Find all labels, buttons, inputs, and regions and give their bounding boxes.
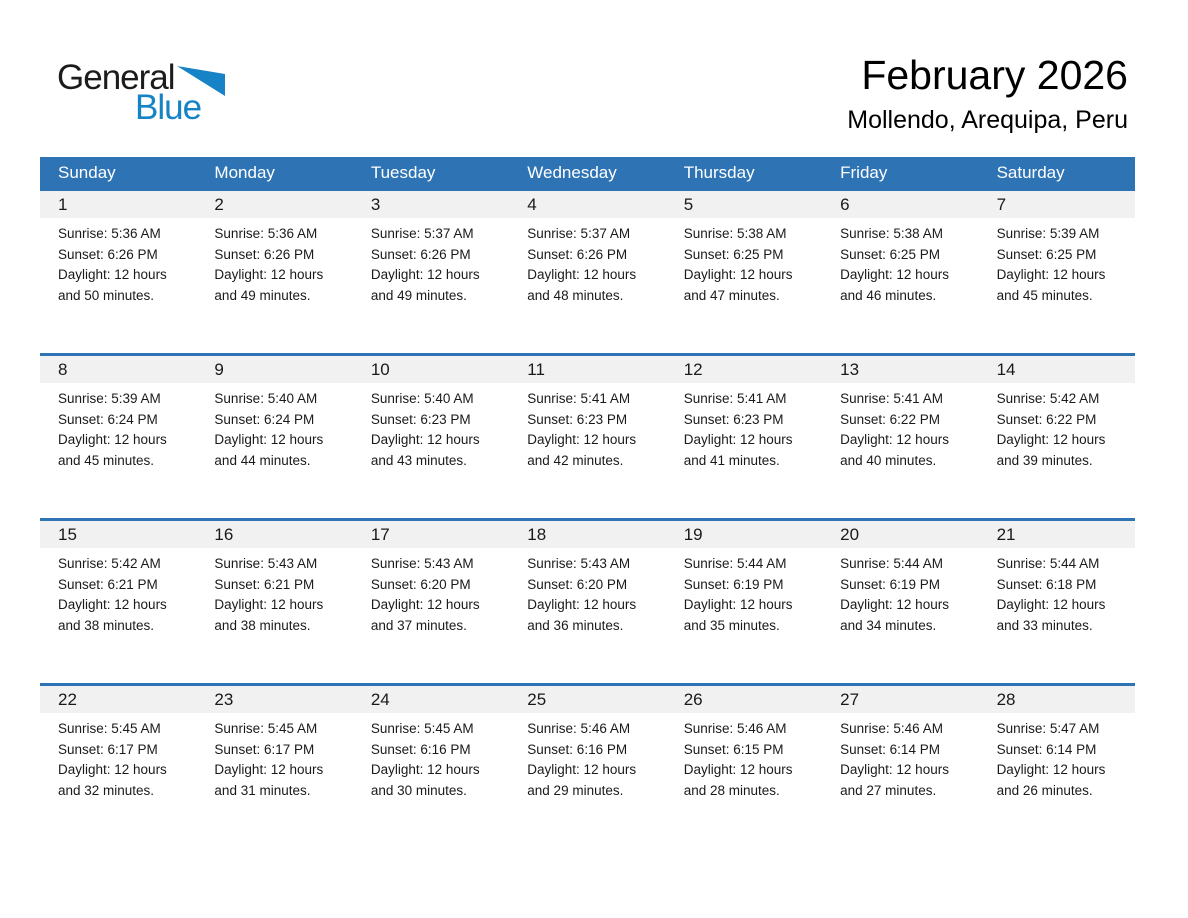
day-number: 7	[979, 191, 1135, 218]
daylight-text: Daylight: 12 hours and 45 minutes.	[996, 267, 1106, 303]
day-details	[979, 548, 1135, 636]
sunset-text: Sunset: 6:23 PM	[527, 411, 628, 427]
day-details	[822, 548, 978, 636]
sunrise-text: Sunrise: 5:40 AM	[370, 391, 474, 406]
sunset-text: Sunset: 6:20 PM	[527, 576, 628, 592]
day-details	[979, 383, 1135, 471]
day-details	[509, 383, 665, 471]
day-details	[822, 713, 978, 801]
day-number: 24	[353, 686, 509, 713]
daylight-text: Daylight: 12 hours and 32 minutes.	[58, 762, 167, 798]
day-details	[822, 218, 978, 306]
logo-text-blue: Blue	[135, 88, 202, 127]
calendar-cell-day-26	[666, 686, 822, 848]
daylight-text: Daylight: 12 hours and 36 minutes.	[527, 597, 637, 633]
sunset-text: Sunset: 6:25 PM	[996, 246, 1097, 262]
sunrise-text: Sunrise: 5:46 AM	[527, 721, 631, 736]
sunset-text: Sunset: 6:21 PM	[214, 576, 315, 592]
day-details	[196, 713, 352, 801]
day-number: 3	[353, 191, 509, 218]
daylight-text: Daylight: 12 hours and 39 minutes.	[996, 432, 1106, 468]
sunset-text: Sunset: 6:26 PM	[527, 246, 628, 262]
weekday-header-sunday: Sunday	[58, 162, 116, 182]
daylight-text: Daylight: 12 hours and 33 minutes.	[996, 597, 1106, 633]
day-number: 28	[979, 686, 1135, 713]
sunset-text: Sunset: 6:26 PM	[214, 246, 315, 262]
daylight-text: Daylight: 12 hours and 44 minutes.	[214, 432, 324, 468]
sunrise-text: Sunrise: 5:43 AM	[527, 556, 631, 571]
sunrise-text: Sunrise: 5:46 AM	[840, 721, 943, 736]
sunrise-text: Sunrise: 5:37 AM	[527, 226, 631, 241]
weekday-header-row	[40, 157, 1135, 188]
sunset-text: Sunset: 6:15 PM	[683, 741, 784, 757]
calendar-cell-day-15	[40, 521, 196, 683]
sunset-text: Sunset: 6:14 PM	[996, 741, 1097, 757]
day-number: 23	[196, 686, 352, 713]
logo-text-general: General	[57, 58, 175, 97]
calendar-cell-day-16	[196, 521, 352, 683]
day-number: 6	[822, 191, 978, 218]
sunset-text: Sunset: 6:16 PM	[527, 741, 628, 757]
calendar-cell-day-21	[979, 521, 1135, 683]
sunset-text: Sunset: 6:18 PM	[996, 576, 1097, 592]
day-number: 25	[509, 686, 665, 713]
day-number: 12	[666, 356, 822, 383]
daylight-text: Daylight: 12 hours and 47 minutes.	[683, 267, 793, 303]
daylight-text: Daylight: 12 hours and 50 minutes.	[58, 267, 167, 303]
sunset-text: Sunset: 6:16 PM	[370, 741, 471, 757]
daylight-text: Daylight: 12 hours and 41 minutes.	[683, 432, 793, 468]
calendar-cell-day-5	[666, 191, 822, 353]
sunrise-text: Sunrise: 5:42 AM	[996, 391, 1100, 406]
day-details	[196, 383, 352, 471]
day-number: 20	[822, 521, 978, 548]
daylight-text: Daylight: 12 hours and 37 minutes.	[370, 597, 480, 633]
sunrise-text: Sunrise: 5:47 AM	[996, 721, 1100, 736]
calendar-cell-day-8	[40, 356, 196, 518]
calendar-cell-day-9	[196, 356, 352, 518]
general-blue-logo	[57, 60, 225, 125]
day-details	[822, 383, 978, 471]
sunset-text: Sunset: 6:14 PM	[840, 741, 940, 757]
weekday-header-monday: Monday	[214, 162, 275, 182]
day-number: 13	[822, 356, 978, 383]
sunrise-text: Sunrise: 5:41 AM	[527, 391, 631, 406]
sunset-text: Sunset: 6:20 PM	[370, 576, 471, 592]
sunrise-text: Sunrise: 5:38 AM	[683, 226, 787, 241]
calendar-cell-day-12	[666, 356, 822, 518]
day-details	[353, 548, 509, 636]
daylight-text: Daylight: 12 hours and 48 minutes.	[527, 267, 637, 303]
day-number: 9	[196, 356, 352, 383]
header-titles	[847, 52, 1128, 135]
sunrise-text: Sunrise: 5:42 AM	[58, 556, 161, 571]
day-details	[353, 713, 509, 801]
day-number: 5	[666, 191, 822, 218]
daylight-text: Daylight: 12 hours and 26 minutes.	[996, 762, 1106, 798]
day-details	[666, 548, 822, 636]
sunrise-text: Sunrise: 5:36 AM	[58, 226, 161, 241]
sunrise-text: Sunrise: 5:39 AM	[996, 226, 1100, 241]
weekday-header-friday: Friday	[840, 162, 888, 182]
daylight-text: Daylight: 12 hours and 34 minutes.	[840, 597, 949, 633]
sunrise-text: Sunrise: 5:43 AM	[370, 556, 474, 571]
day-details	[353, 383, 509, 471]
weekday-header-saturday: Saturday	[996, 162, 1065, 182]
calendar-cell-day-4	[509, 191, 665, 353]
sunset-text: Sunset: 6:22 PM	[840, 411, 940, 427]
daylight-text: Daylight: 12 hours and 29 minutes.	[527, 762, 637, 798]
calendar-cell-day-13	[822, 356, 978, 518]
sunrise-text: Sunrise: 5:46 AM	[683, 721, 787, 736]
sunrise-text: Sunrise: 5:45 AM	[214, 721, 318, 736]
daylight-text: Daylight: 12 hours and 35 minutes.	[683, 597, 793, 633]
daylight-text: Daylight: 12 hours and 46 minutes.	[840, 267, 949, 303]
page-title: February 2026	[861, 52, 1128, 98]
day-number: 14	[979, 356, 1135, 383]
sunset-text: Sunset: 6:17 PM	[214, 741, 315, 757]
day-number: 21	[979, 521, 1135, 548]
calendar-cell-day-23	[196, 686, 352, 848]
sunrise-text: Sunrise: 5:41 AM	[683, 391, 787, 406]
day-details	[509, 713, 665, 801]
day-number: 2	[196, 191, 352, 218]
day-details	[979, 713, 1135, 801]
calendar-table	[40, 157, 1135, 848]
sunset-text: Sunset: 6:24 PM	[214, 411, 315, 427]
calendar-cell-day-1	[40, 191, 196, 353]
sunset-text: Sunset: 6:17 PM	[58, 741, 158, 757]
day-details	[979, 218, 1135, 306]
daylight-text: Daylight: 12 hours and 42 minutes.	[527, 432, 637, 468]
day-number: 8	[40, 356, 196, 383]
day-number: 17	[353, 521, 509, 548]
day-details	[40, 548, 196, 636]
daylight-text: Daylight: 12 hours and 43 minutes.	[370, 432, 480, 468]
sunrise-text: Sunrise: 5:43 AM	[214, 556, 318, 571]
calendar-cell-day-22	[40, 686, 196, 848]
day-details	[509, 218, 665, 306]
sunset-text: Sunset: 6:19 PM	[840, 576, 940, 592]
sunrise-text: Sunrise: 5:41 AM	[840, 391, 943, 406]
page-subtitle: Mollendo, Arequipa, Peru	[847, 106, 1128, 135]
calendar-cell-day-3	[353, 191, 509, 353]
day-details	[666, 713, 822, 801]
calendar-cell-day-19	[666, 521, 822, 683]
day-number: 10	[353, 356, 509, 383]
sunrise-text: Sunrise: 5:37 AM	[370, 226, 474, 241]
day-number: 26	[666, 686, 822, 713]
day-number: 1	[40, 191, 196, 218]
daylight-text: Daylight: 12 hours and 40 minutes.	[840, 432, 949, 468]
calendar-cell-day-18	[509, 521, 665, 683]
sunrise-text: Sunrise: 5:40 AM	[214, 391, 318, 406]
calendar-cell-day-27	[822, 686, 978, 848]
day-details	[196, 218, 352, 306]
day-details	[353, 218, 509, 306]
calendar-cell-day-28	[979, 686, 1135, 848]
week-row-4	[40, 683, 1135, 848]
daylight-text: Daylight: 12 hours and 27 minutes.	[840, 762, 949, 798]
daylight-text: Daylight: 12 hours and 45 minutes.	[58, 432, 167, 468]
weekday-header-wednesday: Wednesday	[527, 162, 617, 182]
sunset-text: Sunset: 6:25 PM	[683, 246, 784, 262]
calendar-cell-day-25	[509, 686, 665, 848]
calendar-cell-day-10	[353, 356, 509, 518]
day-number: 4	[509, 191, 665, 218]
calendar-cell-day-6	[822, 191, 978, 353]
sunrise-text: Sunrise: 5:45 AM	[58, 721, 161, 736]
day-details	[196, 548, 352, 636]
day-number: 22	[40, 686, 196, 713]
sunrise-text: Sunrise: 5:38 AM	[840, 226, 943, 241]
calendar-cell-day-11	[509, 356, 665, 518]
calendar-cell-day-20	[822, 521, 978, 683]
day-details	[40, 383, 196, 471]
sunrise-text: Sunrise: 5:45 AM	[370, 721, 474, 736]
sunrise-text: Sunrise: 5:44 AM	[683, 556, 787, 571]
daylight-text: Daylight: 12 hours and 38 minutes.	[58, 597, 167, 633]
sunset-text: Sunset: 6:23 PM	[370, 411, 471, 427]
weekday-header-tuesday: Tuesday	[370, 162, 436, 182]
day-number: 15	[40, 521, 196, 548]
day-number: 11	[509, 356, 665, 383]
sunset-text: Sunset: 6:19 PM	[683, 576, 784, 592]
daylight-text: Daylight: 12 hours and 28 minutes.	[683, 762, 793, 798]
day-number: 19	[666, 521, 822, 548]
sunset-text: Sunset: 6:24 PM	[58, 411, 158, 427]
calendar-cell-day-2	[196, 191, 352, 353]
weekday-header-thursday: Thursday	[683, 162, 755, 182]
day-details	[40, 218, 196, 306]
sunset-text: Sunset: 6:25 PM	[840, 246, 940, 262]
day-details	[509, 548, 665, 636]
daylight-text: Daylight: 12 hours and 38 minutes.	[214, 597, 324, 633]
day-number: 27	[822, 686, 978, 713]
calendar-cell-day-7	[979, 191, 1135, 353]
sunrise-text: Sunrise: 5:44 AM	[996, 556, 1100, 571]
sunset-text: Sunset: 6:26 PM	[370, 246, 471, 262]
sunset-text: Sunset: 6:23 PM	[683, 411, 784, 427]
sunrise-text: Sunrise: 5:39 AM	[58, 391, 161, 406]
daylight-text: Daylight: 12 hours and 30 minutes.	[370, 762, 480, 798]
week-row-2	[40, 353, 1135, 518]
week-row-1	[40, 188, 1135, 353]
day-number: 16	[196, 521, 352, 548]
calendar-cell-day-17	[353, 521, 509, 683]
sunrise-text: Sunrise: 5:44 AM	[840, 556, 943, 571]
calendar-cell-day-24	[353, 686, 509, 848]
day-details	[666, 383, 822, 471]
daylight-text: Daylight: 12 hours and 49 minutes.	[370, 267, 480, 303]
day-details	[666, 218, 822, 306]
week-row-3	[40, 518, 1135, 683]
sunset-text: Sunset: 6:22 PM	[996, 411, 1097, 427]
day-number: 18	[509, 521, 665, 548]
sunset-text: Sunset: 6:21 PM	[58, 576, 158, 592]
sunrise-text: Sunrise: 5:36 AM	[214, 226, 318, 241]
day-details	[40, 713, 196, 801]
daylight-text: Daylight: 12 hours and 31 minutes.	[214, 762, 324, 798]
daylight-text: Daylight: 12 hours and 49 minutes.	[214, 267, 324, 303]
sunset-text: Sunset: 6:26 PM	[58, 246, 158, 262]
calendar-cell-day-14	[979, 356, 1135, 518]
